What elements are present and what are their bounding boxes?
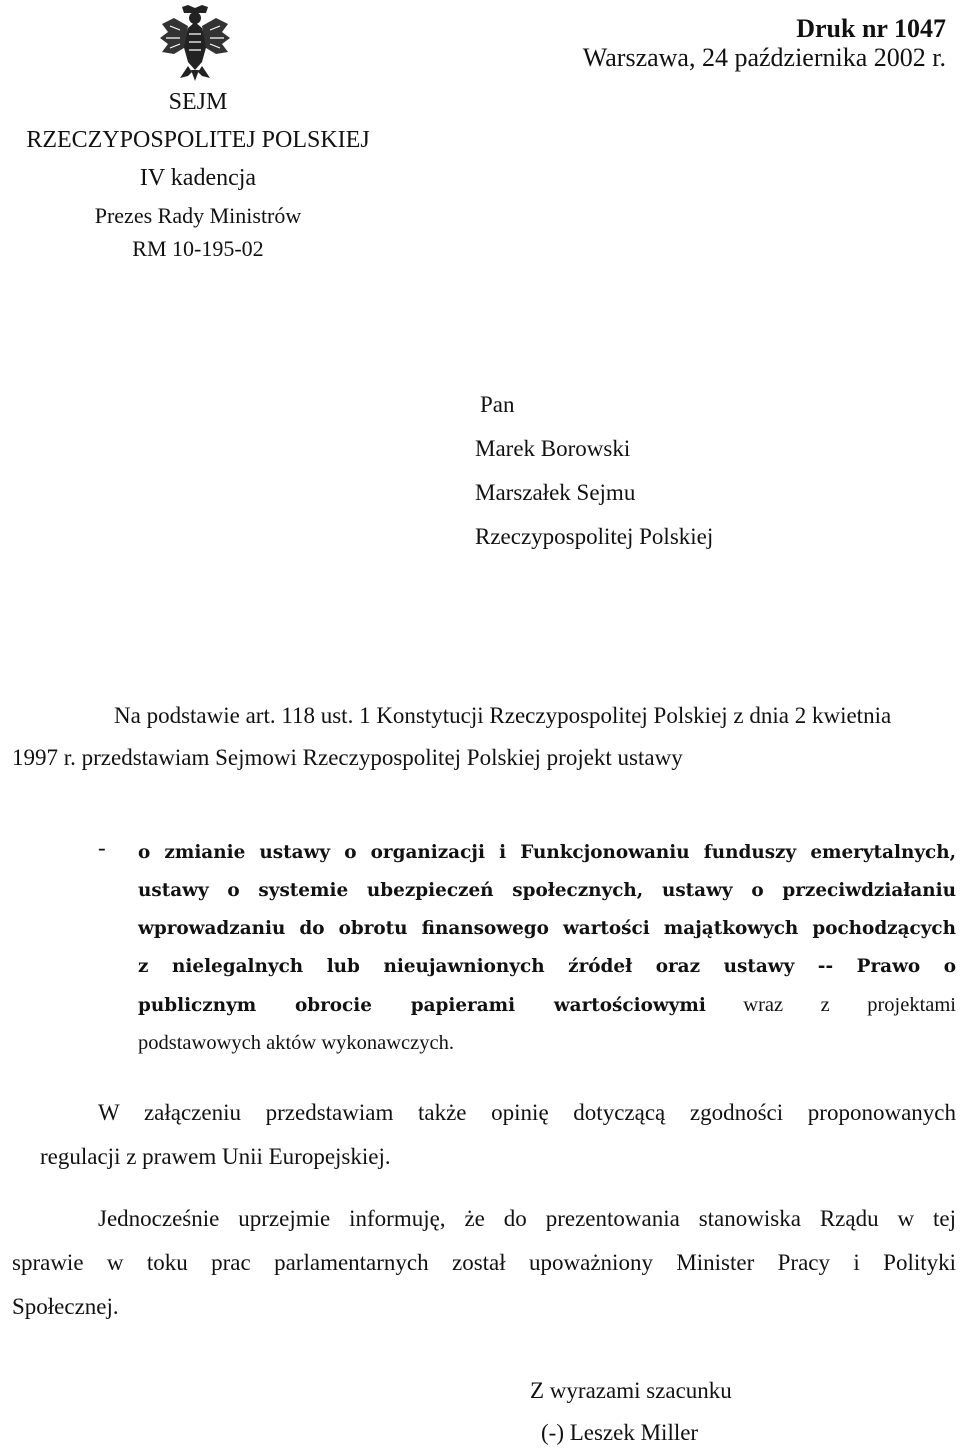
addressee-line: Rzeczypospolitej Polskiej: [475, 524, 714, 549]
bill-title-line: [138, 986, 956, 1024]
closing-formula: Z wyrazami szacunku: [530, 1378, 732, 1403]
intro-line: Na podstawie art. 118 ust. 1 Konstytucji Rzeczypospolitej Polskiej z dnia 2 kwietnia: [114, 703, 892, 728]
republic-heading: RZECZYPOSPOLITEJ POLSKIEJ: [26, 127, 370, 153]
paragraph-line: Jednocześnie uprzejmie informuję, że do prezentowania stanowiska Rządu w tej: [98, 1206, 956, 1231]
addressee-line: Marek Borowski: [475, 436, 631, 461]
addressee-line: Marszałek Sejmu: [475, 480, 636, 505]
bill-title-line: z nielegalnych lub nieujawnionych źródeł oraz ustawy -- Prawo o: [138, 956, 956, 977]
paragraph-line: sprawie w toku prac parlamentarnych został upoważniony Minister Pracy i Polityki: [12, 1250, 956, 1275]
intro-line: 1997 r. przedstawiam Sejmowi Rzeczypospolitej Polskiej projekt ustawy: [12, 745, 683, 770]
bill-title: [138, 834, 956, 1062]
signatory-name: (-) Leszek Miller: [541, 1420, 699, 1445]
print-number: Druk nr 1047: [796, 14, 946, 43]
paragraph-line: W załączeniu przedstawiam także opinię dotyczącą zgodności proponowanych: [98, 1100, 956, 1125]
sejm-heading: SEJM: [168, 89, 228, 115]
sender-line: Prezes Rady Ministrów: [94, 203, 302, 228]
bill-title-bold: publicznym obrocie papierami wartościowymi: [138, 995, 706, 1016]
bill-title-line: ustawy o systemie ubezpieczeń społecznych, ustawy o przeciwdziałaniu: [138, 880, 956, 901]
info-paragraph: [12, 1197, 956, 1329]
bill-title-regular: wraz z projektami: [743, 994, 956, 1016]
bill-title-line: o zmianie ustawy o organizacji i Funkcjonowaniu funduszy emerytalnych,: [138, 842, 956, 863]
polish-eagle-emblem-icon: [158, 4, 232, 82]
paragraph-line: Społecznej.: [12, 1294, 119, 1319]
term-heading: IV kadencja: [139, 165, 257, 191]
bill-title-line: podstawowych aktów wykonawczych.: [138, 1032, 454, 1054]
paragraph-line: regulacji z prawem Unii Europejskiej.: [40, 1144, 391, 1169]
attachment-paragraph: [12, 1091, 956, 1179]
bill-title-line: wprowadzaniu do obrotu finansowego wartości majątkowych pochodzących: [138, 918, 956, 939]
place-and-date: Warszawa, 24 października 2002 r.: [582, 43, 946, 72]
addressee-line: Pan: [480, 392, 515, 417]
list-dash: -: [98, 835, 106, 860]
reference-number: RM 10-195-02: [132, 236, 264, 261]
